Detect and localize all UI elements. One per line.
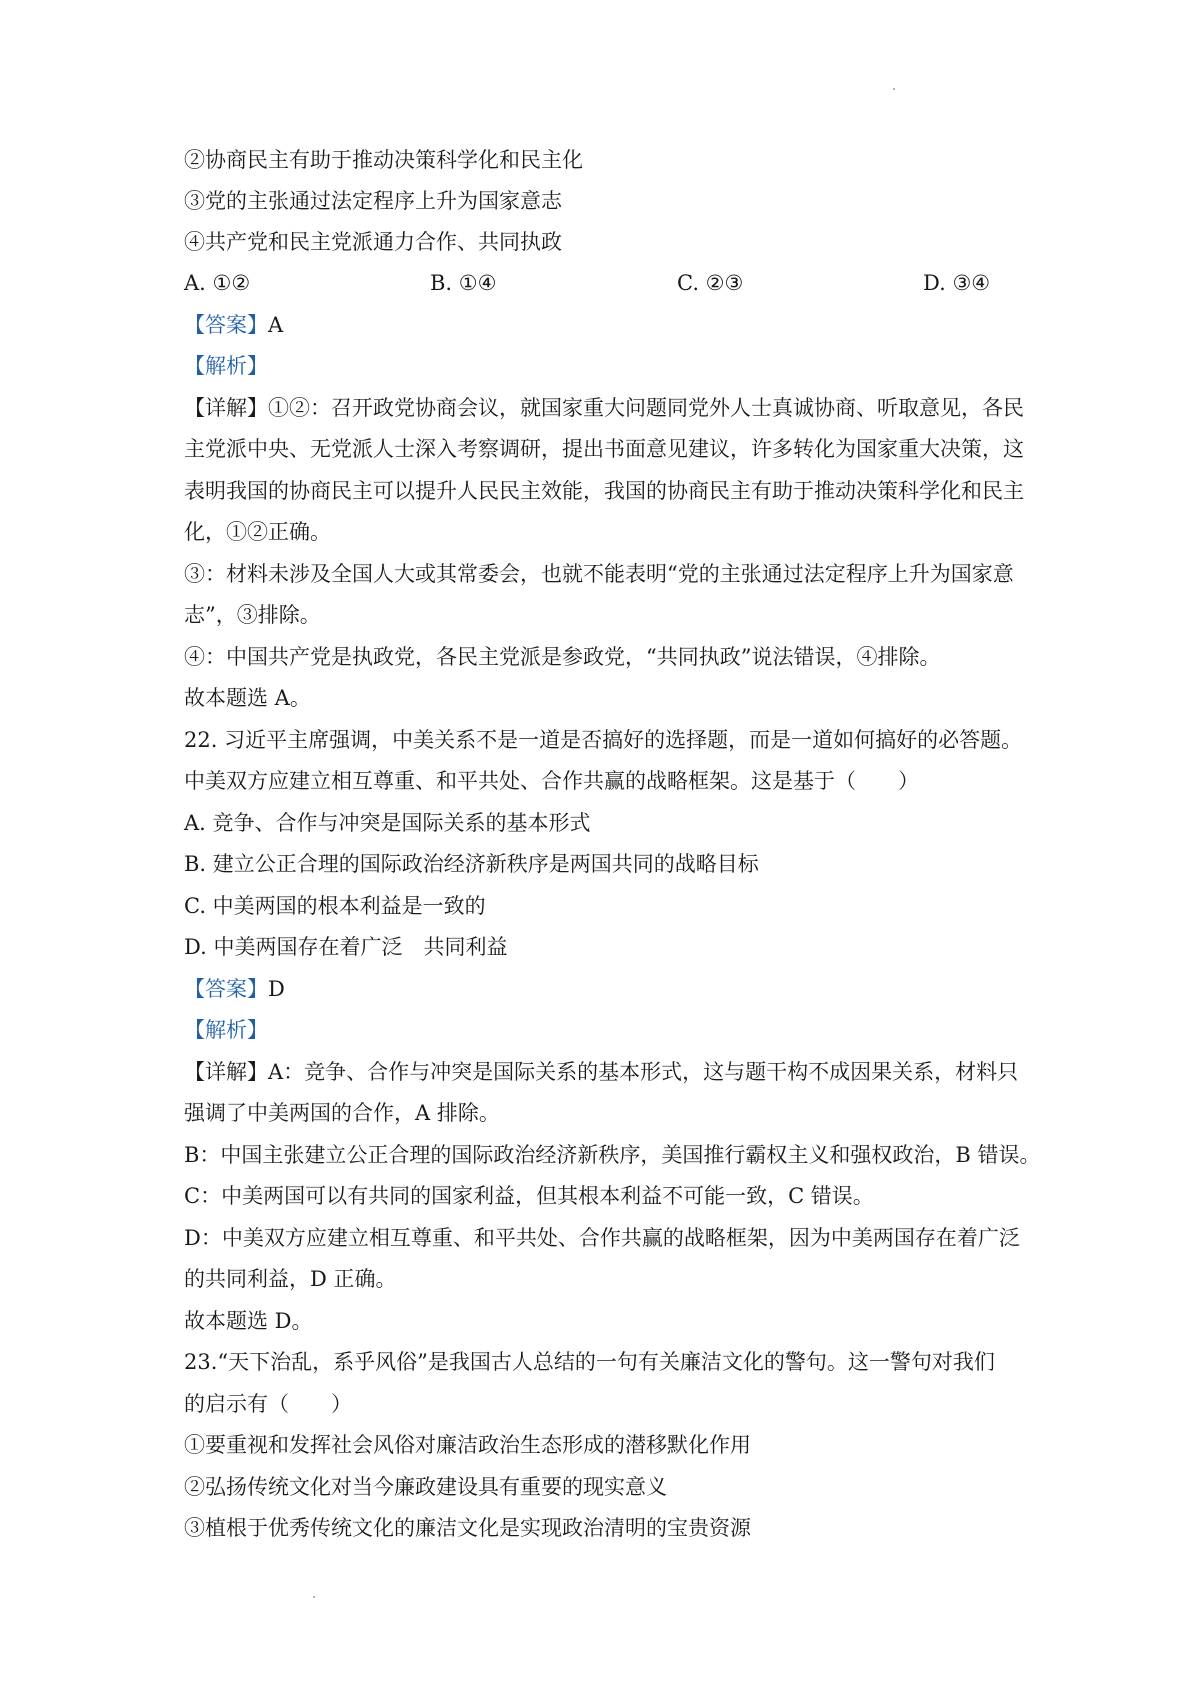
analysis-tag: 【解析】 <box>184 1018 268 1042</box>
q22-detail-line-3: B：中国主张建立公正合理的国际政治经济新秩序，美国推行霸权主义和强权政治，B 错误。 <box>184 1143 1041 1167</box>
q21-detail-line-5: ③：材料未涉及全国人大或其常委会，也就不能表明“党的主张通过法定程序上升为国家意 <box>184 562 1014 586</box>
q21-analysis <box>184 351 268 381</box>
q22-option-b: B. 建立公正合理的国际政治经济新秩序是两国共同的战略目标 <box>184 852 759 876</box>
q21-option-a: A. ①② <box>184 271 251 295</box>
answer-tag: 【答案】 <box>184 313 268 337</box>
q23-stem-line-2: 的启示有（ ） <box>184 1392 352 1416</box>
detail-text: A：竞争、合作与冲突是国际关系的基本形式，这与题干构不成因果关系，材料只 <box>268 1060 1019 1084</box>
scan-dot-bottom <box>313 1596 315 1598</box>
q21-answer <box>184 310 283 340</box>
q22-stem-line-2: 中美双方应建立相互尊重、和平共处、合作共赢的战略框架。这是基于（ ） <box>184 769 919 793</box>
q21-statement-3: ③党的主张通过法定程序上升为国家意志 <box>184 189 562 213</box>
q22-answer <box>184 974 285 1004</box>
q21-detail-line-2: 主党派中央、无党派人士深入考察调研，提出书面意见建议，许多转化为国家重大决策，这 <box>184 437 1024 461</box>
q21-detail-line-6: 志”，③排除。 <box>184 603 321 627</box>
q21-option-b: B. ①④ <box>430 271 497 295</box>
q21-detail-line-3: 表明我国的协商民主可以提升人民民主效能，我国的协商民主有助于推动决策科学化和民主 <box>184 479 1024 503</box>
answer-value: A <box>268 313 284 337</box>
q21-option-d: D. ③④ <box>923 271 991 295</box>
q23-statement-1: ①要重视和发挥社会风俗对廉洁政治生态形成的潜移默化作用 <box>184 1433 751 1457</box>
q22-detail-line-5: D：中美双方应建立相互尊重、和平共处、合作共赢的战略框架，因为中美两国存在着广泛 <box>184 1226 1020 1250</box>
scan-dot-top <box>893 88 895 90</box>
q21-statement-2: ②协商民主有助于推动决策科学化和民主化 <box>184 148 583 172</box>
q21-conclusion: 故本题选 A。 <box>184 686 311 710</box>
q21-detail-line-7: ④：中国共产党是执政党，各民主党派是参政党，“共同执政”说法错误，④排除。 <box>184 645 941 669</box>
q22-option-c: C. 中美两国的根本利益是一致的 <box>184 894 486 918</box>
q22-detail-line-2: 强调了中美两国的合作，A 排除。 <box>184 1101 500 1125</box>
detail-text: ①②：召开政党协商会议，就国家重大问题同党外人士真诚协商、听取意见，各民 <box>268 396 1024 420</box>
answer-value: D <box>268 977 285 1001</box>
detail-tag: 【详解】 <box>184 1060 268 1084</box>
q22-stem-line-1: 22. 习近平主席强调，中美关系不是一道是否搞好的选择题，而是一道如何搞好的必答题。 <box>184 728 1023 752</box>
analysis-tag: 【解析】 <box>184 354 268 378</box>
q22-option-a: A. 竞争、合作与冲突是国际关系的基本形式 <box>184 811 591 835</box>
q21-option-c: C. ②③ <box>677 271 744 295</box>
q22-option-d: D. 中美两国存在着广泛 共同利益 <box>184 935 508 959</box>
q22-conclusion: 故本题选 D。 <box>184 1309 313 1333</box>
q21-statement-4: ④共产党和民主党派通力合作、共同执政 <box>184 230 562 254</box>
q23-statement-2: ②弘扬传统文化对当今廉政建设具有重要的现实意义 <box>184 1475 667 1499</box>
detail-tag: 【详解】 <box>184 396 268 420</box>
q23-statement-3: ③植根于优秀传统文化的廉洁文化是实现政治清明的宝贵资源 <box>184 1516 751 1540</box>
q22-detail-line-1 <box>184 1057 1018 1087</box>
q21-detail-line-1 <box>184 393 1024 423</box>
q22-analysis <box>184 1015 268 1045</box>
q21-detail-line-4: 化，①②正确。 <box>184 520 331 544</box>
q23-stem-line-1: 23.“天下治乱，系乎风俗”是我国古人总结的一句有关廉洁文化的警句。这一警句对我们 <box>184 1350 995 1374</box>
answer-tag: 【答案】 <box>184 977 268 1001</box>
q22-detail-line-6: 的共同利益，D 正确。 <box>184 1267 397 1291</box>
q22-detail-line-4: C：中美两国可以有共同的国家利益，但其根本利益不可能一致，C 错误。 <box>184 1184 874 1208</box>
